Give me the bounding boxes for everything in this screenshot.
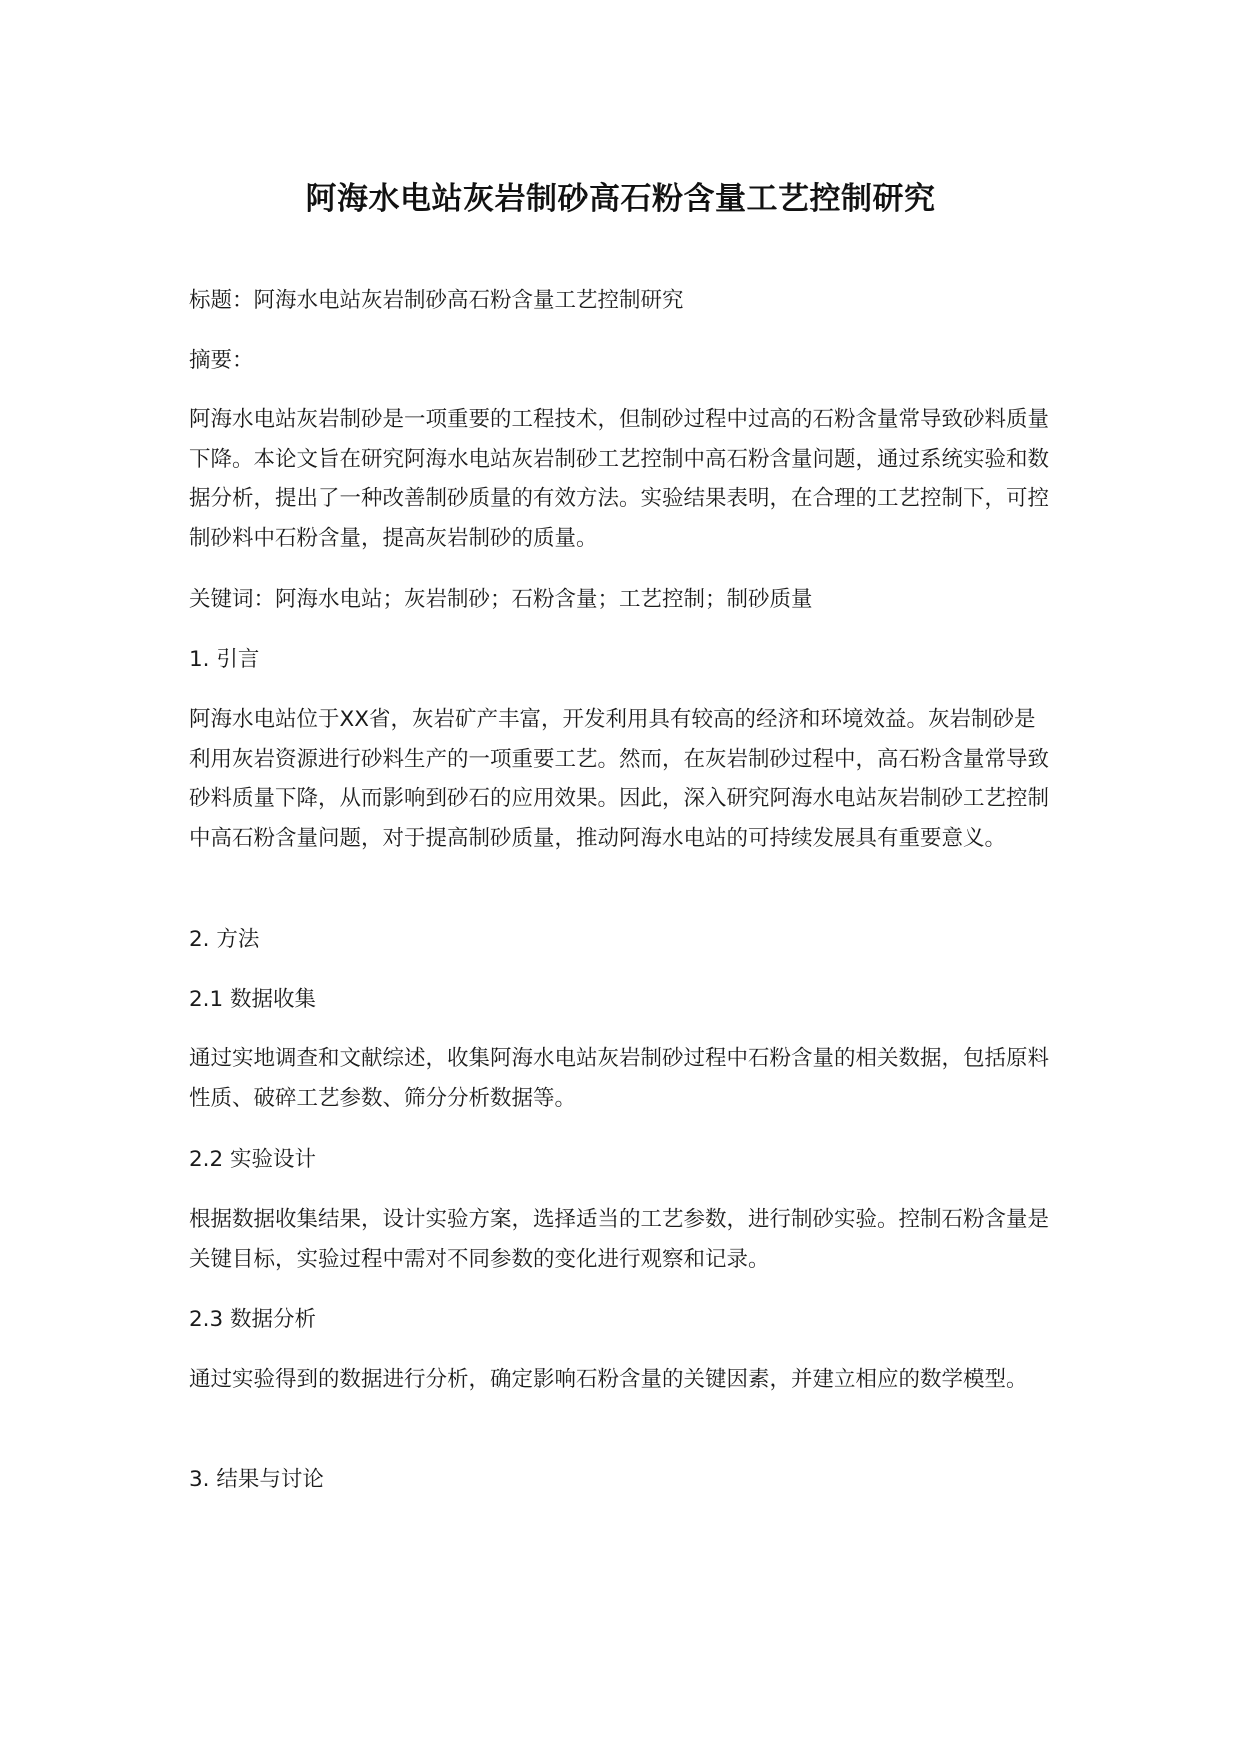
subsection-heading-data-analysis: 2.3 数据分析 xyxy=(189,1307,317,1332)
keywords-line: 关键词：阿海水电站；灰岩制砂；石粉含量；工艺控制；制砂质量 xyxy=(189,587,813,612)
data-analysis-paragraph: 通过实验得到的数据进行分析，确定影响石粉含量的关键因素，并建立相应的数学模型。 xyxy=(189,1367,1028,1392)
section-heading-introduction: 1. 引言 xyxy=(189,647,260,672)
abstract-heading: 摘要： xyxy=(189,348,254,373)
section-heading-methods: 2. 方法 xyxy=(189,927,260,952)
subsection-heading-data-collection: 2.1 数据收集 xyxy=(189,987,317,1012)
page-title: 阿海水电站灰岩制砂高石粉含量工艺控制研究 xyxy=(305,181,936,217)
introduction-paragraph: 阿海水电站位于XX省，灰岩矿产丰富，开发利用具有较高的经济和环境效益。灰岩制砂是利用灰岩资源进行砂料生产的一项重要工艺。然而，在灰岩制砂过程中，高石粉含量常导致砂料质量下降，从而影响到砂石的应用效果。因此，深入研究阿海水电站灰岩制砂工艺控制中高石粉含量问题，对于提高制砂质量，推动阿海水电站的可持续发展具有重要意义。 xyxy=(189,707,1050,851)
section-heading-results-discussion: 3. 结果与讨论 xyxy=(189,1467,324,1492)
data-collection-paragraph: 通过实地调查和文献综述，收集阿海水电站灰岩制砂过程中石粉含量的相关数据，包括原料性质、破碎工艺参数、筛分分析数据等。 xyxy=(189,1046,1050,1111)
title-line: 标题：阿海水电站灰岩制砂高石粉含量工艺控制研究 xyxy=(189,288,684,313)
experiment-design-paragraph: 根据数据收集结果，设计实验方案，选择适当的工艺参数，进行制砂实验。控制石粉含量是关键目标，实验过程中需对不同参数的变化进行观察和记录。 xyxy=(189,1207,1050,1272)
abstract-paragraph: 阿海水电站灰岩制砂是一项重要的工程技术，但制砂过程中过高的石粉含量常导致砂料质量下降。本论文旨在研究阿海水电站灰岩制砂工艺控制中高石粉含量问题，通过系统实验和数据分析，提出了一种改善制砂质量的有效方法。实验结果表明，在合理的工艺控制下，可控制砂料中石粉含量，提高灰岩制砂的质量。 xyxy=(189,407,1050,551)
subsection-heading-experiment-design: 2.2 实验设计 xyxy=(189,1147,317,1172)
